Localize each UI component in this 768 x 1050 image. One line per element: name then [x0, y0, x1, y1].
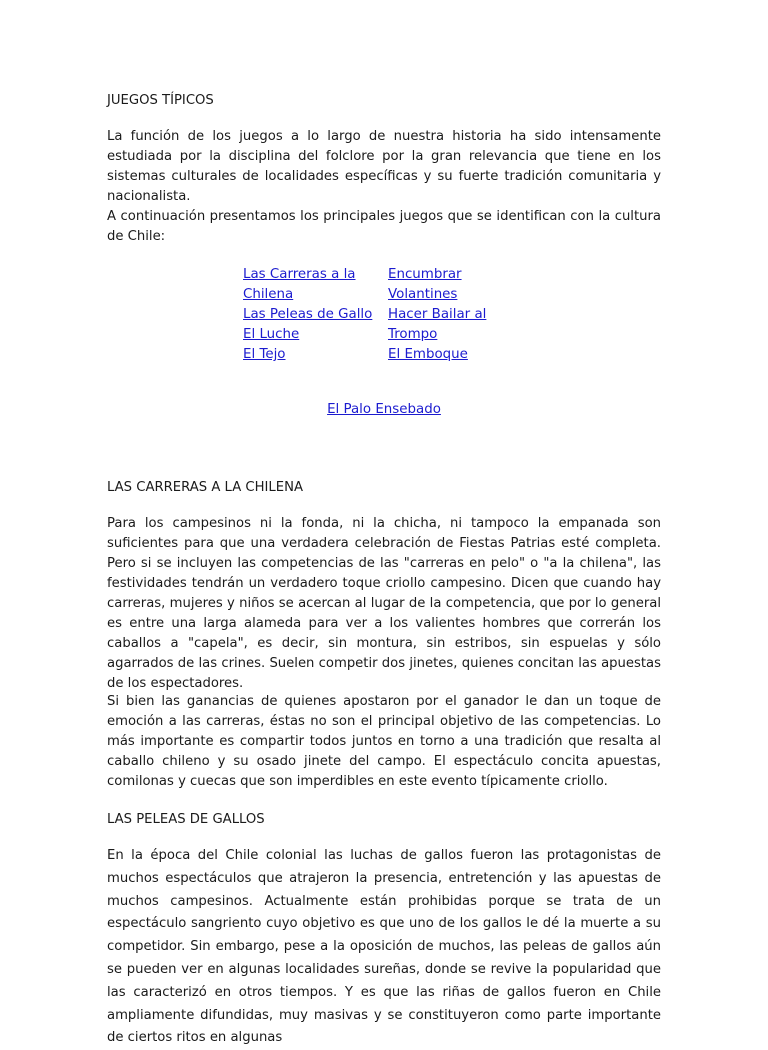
link-encumbrar-volantines[interactable]: Encumbrar Volantines: [388, 267, 462, 302]
link-carreras-chilena[interactable]: Las Carreras a la Chilena: [243, 267, 356, 302]
carreras-paragraph-2: Si bien las ganancias de quienes apostaron por el ganador le dan un toque de emoción a las carreras, éstas no son el principal objetivo de las competencias. Lo más importante es compartir todos juntos en torno a una tradición que resalta al caballo chileno y su osado jinete del campo. El espectáculo concita apuestas, comilonas y cuecas que son imperdibles en este evento típicamente criollo.: [107, 694, 661, 789]
link-emboque[interactable]: El Emboque: [388, 347, 468, 362]
link-peleas-gallo[interactable]: Las Peleas de Gallo: [243, 307, 373, 322]
intro-paragraph-list-lead: A continuación presentamos los principales juegos que se identifican con la cultura de Chile:: [107, 209, 661, 244]
palo-ensebado-row: [0, 400, 768, 420]
links-column-left: [243, 265, 383, 365]
section-title-carreras: LAS CARRERAS A LA CHILENA: [107, 480, 303, 495]
carreras-paragraph-1: Para los campesinos ni la fonda, ni la chicha, ni tampoco la empanada son suficientes para que una verdadera celebración de Fiestas Patrias esté completa. Pero si se incluyen las competencias de las "carreras en pelo" o "a la chilena", las festividades tendrán un verdadero toque criollo campesino. Dicen que cuando hay carreras, mujeres y niños se acercan al lugar de la competencia, que por lo general es entre una larga alameda para ver a los valientes hombres que correrán los caballos a "capela", es decir, sin montura, sin estribos, sin espuelas y sólo agarrados de las crines. Suelen competir dos jinetes, quienes concitan las apuestas de los espectadores.: [107, 516, 661, 691]
intro-paragraph: La función de los juegos a lo largo de nuestra historia ha sido intensamente estudiada por la disciplina del folclore por la gran relevancia que tiene en los sistemas culturales de localidades específicas y su fuerte tradición comunitaria y nacionalista.: [107, 129, 661, 204]
links-column-right: [388, 265, 498, 365]
gallos-paragraph-1: En la época del Chile colonial las luchas de gallos fueron las protagonistas de muchos espectáculos que atrajeron la presencia, entretención y las apuestas de muchos campesinos. Actualmente están prohibidas porque se trata de un espectáculo sangriento cuyo objetivo es que uno de los gallos le dé la muerte a su competidor. Sin embargo, pese a la oposición de muchos, las peleas de gallos aún se pueden ver en algunas localidades sureñas, donde se revive la popularidad que las caracterizó en otros tiempos. Y es que las riñas de gallos fueron en Chile ampliamente difundidas, muy masivas y se constituyeron como parte importante de ciertos ritos en algunas: [107, 848, 661, 1046]
link-palo-ensebado[interactable]: El Palo Ensebado: [327, 402, 441, 417]
section-title-juegos-tipicos: JUEGOS TÍPICOS: [107, 93, 214, 108]
link-luche[interactable]: El Luche: [243, 327, 300, 342]
link-bailar-trompo[interactable]: Hacer Bailar al Trompo: [388, 307, 487, 342]
section-title-gallos: LAS PELEAS DE GALLOS: [107, 812, 265, 827]
link-tejo[interactable]: El Tejo: [243, 347, 286, 362]
